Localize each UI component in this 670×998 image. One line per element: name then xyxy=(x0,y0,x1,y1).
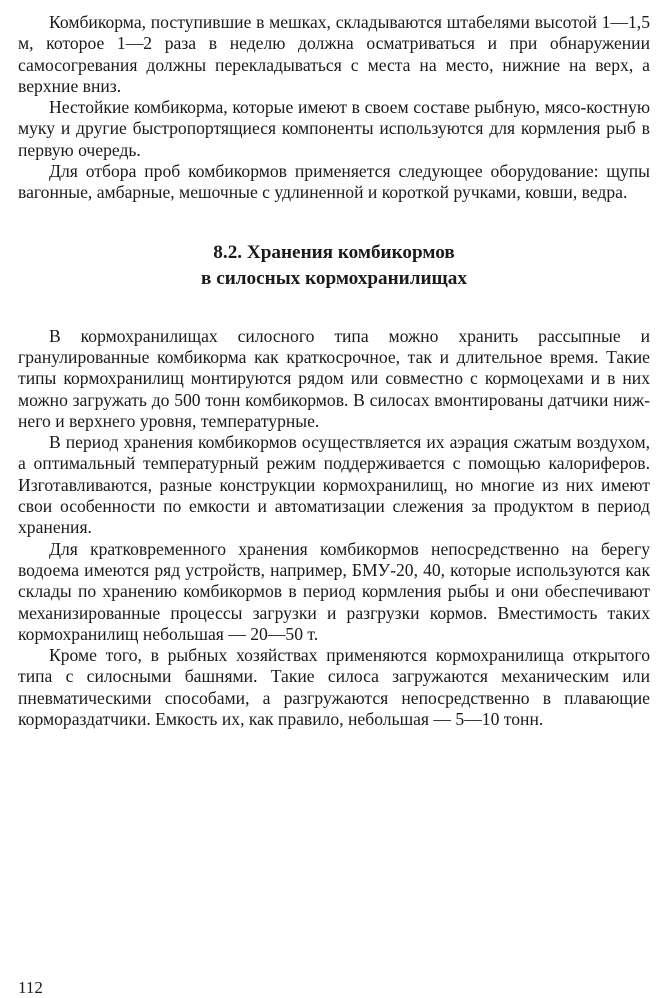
paragraph: Кроме того, в рыбных хозяйствах применяются кормохранилища открытого типа с силосными башнями. Такие силоса загружаются механическим или пневматическими способами, а разгружаются непосредственно в плавающие кормораздатчики. Емкость их, как правило, небольшая — 5—10 тонн. xyxy=(18,645,650,730)
section-title-line-1: 8.2. Хранения комбикормов xyxy=(213,241,455,263)
paragraph: Комбикорма, поступившие в мешках, складываются штабелями высотой 1—1,5 м, которое 1—2 раза в неделю должна осматриваться и при обнаружении самосогревания должны перекладываться с места на место, нижние на верх, а верхние вниз. xyxy=(18,12,650,96)
paragraph: Нестойкие комбикорма, которые имеют в своем составе рыбную, мясо-костную муку и другие быстропортящиеся компоненты используются для кормления рыб в первую очередь. xyxy=(18,97,650,160)
paragraph: В период хранения комбикормов осуществляется их аэрация сжатым воздухом, а оптимальный температурный режим поддерживается с помощью калориферов. Изготавливаются, разные конструкции кормохранилищ, но многие из них имеют свои особенности по емкости и автоматизации слежения за продуктом в период хранения. xyxy=(18,432,650,538)
document-page xyxy=(18,12,650,730)
section-heading xyxy=(18,240,650,292)
page-number: 112 xyxy=(18,978,43,997)
section-body xyxy=(18,326,650,731)
paragraph: Для кратковременного хранения комбикормов непосредственно на берегу водоема имеются ряд устройств, например, БМУ-20, 40, которые используются как склады по хранению комбикормов в период кормления рыбы и они обеспечивают механизированные процессы загрузки и разгрузки кормов. Вместимость таких кормохранилищ небольшая — 20—50 т. xyxy=(18,538,650,644)
paragraph: Для отбора проб комбикормов применяется следующее оборудование: щупы вагонные, амбарные, мешочные с удлиненной и короткой ручками, ковши, ведра. xyxy=(18,161,650,203)
intro-text-block xyxy=(18,12,650,204)
paragraph: В кормохранилищах силосного типа можно хранить рассыпные и гранулированные комбикорма как краткосрочное, так и длительное время. Такие типы кормохранилищ монтируются рядом или совместно с кормоцехами и в них можно загружать до 500 тонн комбикормов. В силосах вмонтированы датчики нижнего и верхнего уровня, температурные. xyxy=(18,325,650,431)
section-title-line-2: в силосных кормохранилищах xyxy=(201,267,467,289)
